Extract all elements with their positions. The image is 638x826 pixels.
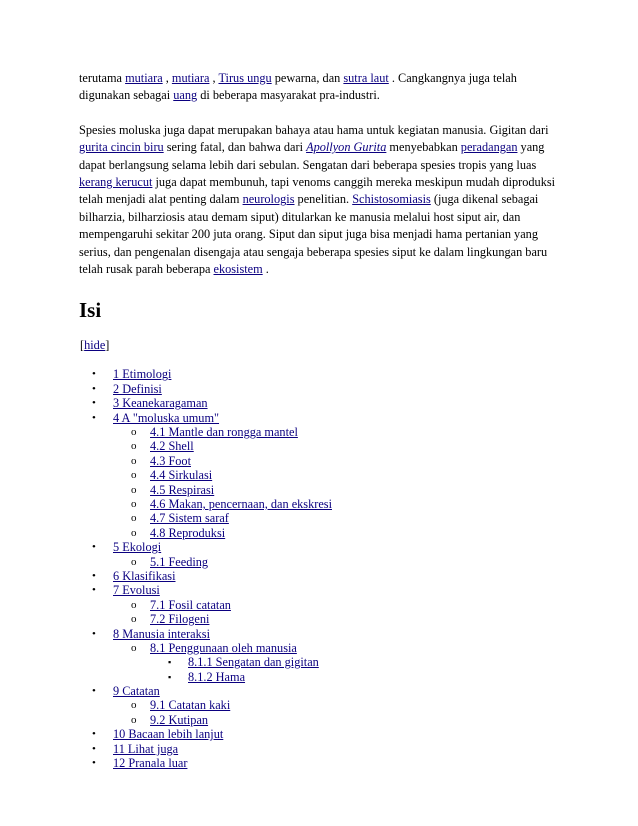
toc-bullet-icon: o — [131, 613, 137, 626]
toc-bullet-icon: o — [131, 426, 137, 439]
toc-item — [79, 454, 559, 468]
toc-bullet-icon: ▪ — [168, 671, 172, 682]
link-uang[interactable]: uang — [173, 88, 198, 103]
toc-link[interactable]: 7.1 Fosil catatan — [150, 597, 231, 612]
toc-item — [79, 425, 559, 439]
toc-link[interactable]: 4.2 Shell — [150, 439, 194, 454]
toc-link[interactable]: 8.1 Penggunaan oleh manusia — [150, 640, 297, 655]
para2-text-1: Spesies moluska juga dapat merupakan bahaya atau hama untuk kegiatan manusia. Gigitan dari — [79, 122, 549, 137]
link-schistosomiasis[interactable]: Schistosomiasis — [352, 192, 431, 207]
toc-bullet-icon: • — [92, 757, 96, 770]
toc-bullet-icon: • — [92, 541, 96, 554]
para2-text-5: juga dapat membunuh, tapi venoms canggih mereka meskipun mudah diproduksi telah menjadi alat penting dalam — [79, 175, 556, 207]
toc-bullet-icon: • — [92, 742, 96, 755]
toc-item — [79, 612, 559, 626]
para2-text-8: . — [262, 262, 269, 277]
toc-bullet-icon: o — [131, 526, 137, 539]
para2-text-2: sering fatal, dan bahwa dari — [163, 140, 307, 155]
para2-text-3: menyebabkan — [386, 140, 461, 155]
toc-link[interactable]: 9 Catatan — [113, 684, 160, 699]
toc-item — [79, 439, 559, 453]
toc-item — [79, 468, 559, 482]
toc-link[interactable]: 7 Evolusi — [113, 583, 160, 598]
toc-item — [79, 727, 559, 741]
toc-link[interactable]: 4.1 Mantle dan rongga mantel — [150, 425, 298, 440]
toc-link[interactable]: 4.6 Makan, pencernaan, dan ekskresi — [150, 496, 332, 511]
intro-paragraph-1 — [79, 70, 559, 105]
toc-link[interactable]: 7.2 Filogeni — [150, 612, 210, 627]
toc-item — [79, 483, 559, 497]
toc-bullet-icon: • — [92, 368, 96, 381]
link-ekosistem[interactable]: ekosistem — [213, 262, 263, 277]
toc-link[interactable]: 1 Etimologi — [113, 367, 172, 382]
toc-heading: Isi — [79, 298, 102, 323]
toc-link[interactable]: 9.2 Kutipan — [150, 712, 209, 727]
link-neurologis[interactable]: neurologis — [242, 192, 295, 207]
toc-link[interactable]: 4.4 Sirkulasi — [150, 468, 213, 483]
para2-text-6: penelitian. — [294, 192, 353, 207]
toc-item — [79, 670, 559, 684]
toc-item — [79, 583, 559, 597]
para1-text-4: pewarna, dan — [271, 71, 344, 85]
toc-item — [79, 367, 559, 381]
toc-bullet-icon: o — [131, 598, 137, 611]
toc-hide-toggle — [80, 337, 559, 353]
toc-item — [79, 555, 559, 569]
toc-bullet-icon: • — [92, 627, 96, 640]
toc-link[interactable]: 5.1 Feeding — [150, 554, 209, 569]
para2-text-7: (juga dikenal sebagai bilharzia, bilharziosis atau demam siput) ditularkan ke manusia melalui host siput air, dan mempengaruhi sekitar 200 juta orang. Siput dan siput juga bisa menjadi hama pertanian yang serius, dan pengenalan disengaja atau sengaja beberapa spesies siput ke dalam lingkungan baru telah rusak parah beberapa — [79, 192, 548, 277]
toc-link[interactable]: 2 Definisi — [113, 381, 162, 396]
toc-bullet-icon: • — [92, 685, 96, 698]
toc-hide-link[interactable]: hide — [84, 338, 106, 353]
table-of-contents — [79, 367, 559, 770]
toc-bullet-icon: • — [92, 382, 96, 395]
toc-bullet-icon: ▪ — [168, 657, 172, 668]
toc-item — [79, 756, 559, 770]
toc-item — [79, 655, 559, 669]
toc-bullet-icon: o — [131, 641, 137, 654]
toc-item — [79, 742, 559, 756]
toc-item — [79, 511, 559, 525]
toc-bullet-icon: o — [131, 497, 137, 510]
toc-item — [79, 497, 559, 511]
toc-bullet-icon: • — [92, 569, 96, 582]
para1-text-3: , — [209, 71, 219, 85]
toc-link[interactable]: 11 Lihat juga — [113, 741, 179, 756]
toc-bullet-icon: o — [131, 699, 137, 712]
para2-text-4: yang dapat berlangsung selama lebih dari sebulan. Sengatan dari beberapa spesies tropis yang luas — [79, 140, 545, 172]
toc-item — [79, 627, 559, 641]
toc-link[interactable]: 5 Ekologi — [113, 540, 162, 555]
link-gurita-cincin-biru[interactable]: gurita cincin biru — [79, 140, 164, 155]
toc-item — [79, 396, 559, 410]
toc-link[interactable]: 8.1.2 Hama — [188, 669, 246, 684]
toc-bullet-icon: o — [131, 713, 137, 726]
toc-link[interactable]: 4 A "moluska umum" — [113, 410, 220, 425]
toc-item — [79, 684, 559, 698]
intro-paragraph-2 — [79, 122, 559, 279]
link-tirus-ungu[interactable]: Tirus ungu — [218, 71, 272, 85]
toc-bullet-icon: • — [92, 728, 96, 741]
toc-item — [79, 411, 559, 425]
para1-text-6: di beberapa masyarakat pra-industri. — [197, 88, 380, 103]
toc-bullet-icon: o — [131, 440, 137, 453]
toc-link[interactable]: 4.7 Sistem saraf — [150, 511, 229, 526]
toc-item — [79, 598, 559, 612]
link-sutra-laut[interactable]: sutra laut — [343, 71, 389, 85]
toc-bullet-icon: o — [131, 483, 137, 496]
toc-bullet-icon: • — [92, 584, 96, 597]
para1-text-1: terutama — [79, 71, 126, 85]
toc-item — [79, 526, 559, 540]
toc-link[interactable]: 4.8 Reproduksi — [150, 525, 226, 540]
toc-link[interactable]: 10 Bacaan lebih lanjut — [113, 727, 224, 742]
link-apollyon-gurita[interactable]: Apollyon Gurita — [306, 140, 387, 155]
toc-link[interactable]: 9.1 Catatan kaki — [150, 698, 231, 713]
toc-bullet-icon: o — [131, 454, 137, 467]
toc-link[interactable]: 4.3 Foot — [150, 453, 191, 468]
toc-link[interactable]: 12 Pranala luar — [113, 756, 188, 771]
toc-item — [79, 698, 559, 712]
toc-link[interactable]: 4.5 Respirasi — [150, 482, 215, 497]
link-kerang-kerucut[interactable]: kerang kerucut — [79, 175, 153, 190]
toc-bullet-icon: • — [92, 397, 96, 410]
toc-hide-close-bracket: ] — [105, 338, 110, 353]
toc-link[interactable]: 8.1.1 Sengatan dan gigitan — [188, 655, 319, 670]
toc-item — [79, 713, 559, 727]
toc-bullet-icon: • — [92, 411, 96, 424]
toc-bullet-icon: o — [131, 555, 137, 568]
toc-link[interactable]: 3 Keanekaragaman — [113, 396, 208, 411]
toc-item — [79, 382, 559, 396]
toc-bullet-icon: o — [131, 512, 137, 525]
link-mutiara-2[interactable]: mutiara — [171, 71, 210, 85]
toc-item — [79, 569, 559, 583]
link-peradangan[interactable]: peradangan — [460, 140, 518, 155]
toc-item — [79, 641, 559, 655]
toc-link[interactable]: 8 Manusia interaksi — [113, 626, 210, 641]
toc-hide-open-bracket: [ — [80, 338, 85, 353]
toc-link[interactable]: 6 Klasifikasi — [113, 568, 176, 583]
link-mutiara-1[interactable]: mutiara — [125, 71, 163, 85]
para1-text-2: , — [162, 71, 172, 85]
toc-item — [79, 540, 559, 554]
para1-text-5: . Cangkangnya juga telah digunakan sebagai — [79, 71, 517, 103]
toc-bullet-icon: o — [131, 469, 137, 482]
